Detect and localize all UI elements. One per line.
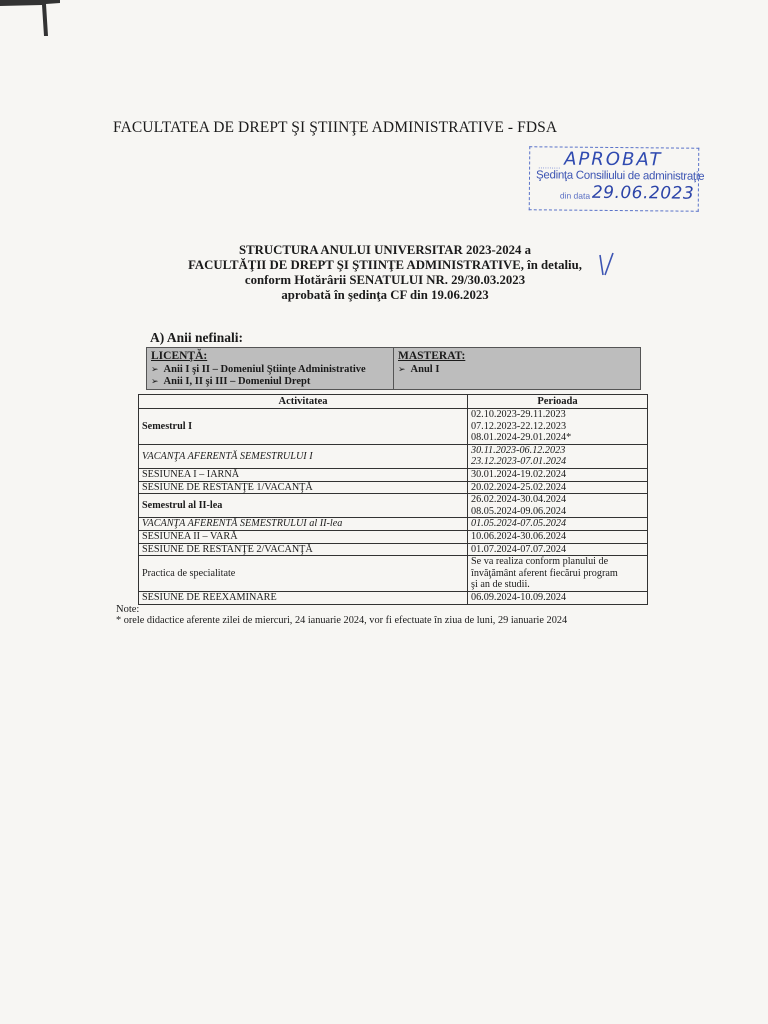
table-row (139, 409, 648, 445)
note-text: * orele didactice aferente zilei de miercuri, 24 ianuarie 2024, vor fi efectuate în ziua de luni, 29 ianuarie 2024 (116, 615, 568, 626)
bullet-arrow-icon: ➢ (151, 377, 159, 387)
activity-cell: SESIUNE DE RESTANŢE 1/VACANŢĂ (139, 481, 468, 494)
table-row (139, 543, 648, 556)
title-line-1: STRUCTURA ANULUI UNIVERSITAR 2023-2024 a (239, 243, 531, 257)
period-line: 23.12.2023-07.01.2024 (470, 456, 567, 468)
activity-cell: Semestrul al II-lea (139, 494, 468, 518)
table-row (139, 591, 648, 604)
schedule-table (138, 394, 648, 605)
period-cell (467, 468, 647, 481)
bullet-arrow-icon: ➢ (151, 365, 159, 375)
period-cell (467, 591, 647, 604)
title-line-2: FACULTĂŢII DE DREPT ŞI ŞTIINŢE ADMINISTRATIVE, în detaliu, (188, 258, 582, 272)
activity-cell: SESIUNE DE RESTANŢE 2/VACANŢĂ (139, 543, 468, 556)
table-row (139, 481, 648, 494)
activity-cell: Practica de specialitate (139, 556, 468, 592)
period-line: 26.02.2024-30.04.2024 (470, 494, 567, 506)
activity-cell: SESIUNEA II – VARĂ (139, 530, 468, 543)
period-line: 01.07.2024-07.07.2024 (470, 543, 567, 555)
title-line-4: aprobată în şedinţa CF din 19.06.2023 (281, 288, 489, 302)
stamp-date-value: 29.06.2023 (591, 182, 695, 204)
period-line: 10.06.2024-30.06.2024 (470, 530, 567, 542)
activity-cell: VACANŢA AFERENTĂ SEMESTRULUI al II-lea (139, 518, 468, 531)
period-line: Se va realiza conform planului de (470, 556, 609, 568)
period-cell (467, 409, 647, 445)
period-line: 08.01.2024-29.01.2024* (470, 432, 572, 444)
period-line: învăţământ aferent fiecărui program (470, 567, 618, 579)
period-cell (467, 494, 647, 518)
period-cell (467, 543, 647, 556)
masterat-label: MASTERAT: (398, 350, 466, 362)
programs-box (146, 347, 641, 390)
activity-cell: SESIUNE DE REEXAMINARE (139, 591, 468, 604)
table-row (139, 556, 648, 592)
activity-cell: VACANŢA AFERENTĂ SEMESTRULUI I (139, 444, 468, 468)
stamp-date-label: din data (559, 190, 591, 201)
period-line: 30.01.2024-19.02.2024 (470, 468, 567, 480)
section-heading: A) Anii nefinali: (150, 330, 244, 345)
document-title (160, 243, 610, 303)
note-label: Note: (116, 604, 140, 615)
period-line: 08.05.2024-09.06.2024 (470, 505, 567, 517)
stamp-approved-text: APROBAT (564, 148, 663, 171)
licenta-item: ➢ Anii I şi II – Domeniul Ştiinţe Administrative (151, 364, 366, 375)
period-line: şi an de studii. (470, 579, 530, 591)
bullet-arrow-icon: ➢ (398, 365, 406, 375)
activity-cell: Semestrul I (139, 409, 468, 445)
period-line: 20.02.2024-25.02.2024 (470, 481, 567, 493)
table-row (139, 494, 648, 518)
licenta-column (147, 348, 394, 389)
column-header-period: Perioada (467, 395, 647, 409)
table-row (139, 468, 648, 481)
period-line: 01.05.2024-07.05.2024 (470, 518, 567, 530)
period-line: 30.11.2023-06.12.2023 (470, 444, 566, 456)
period-cell (467, 481, 647, 494)
activity-cell: SESIUNEA I – IARNĂ (139, 468, 468, 481)
column-header-activity: Activitatea (139, 395, 468, 409)
table-header-row (139, 395, 648, 409)
schedule-body (139, 409, 648, 605)
handwritten-check-icon (596, 251, 618, 281)
stamp-dots: .......... (538, 161, 561, 171)
scan-corner-mark (0, 0, 60, 36)
period-line: 02.10.2023-29.11.2023 (470, 409, 566, 420)
masterat-column (394, 348, 640, 389)
period-cell (467, 530, 647, 543)
title-line-3: conform Hotărârii SENATULUI NR. 29/30.03.2023 (244, 273, 526, 287)
faculty-header: FACULTATEA DE DREPT ŞI ŞTIINŢE ADMINISTRATIVE - FDSA (113, 119, 558, 136)
period-cell (467, 556, 647, 592)
table-row (139, 530, 648, 543)
masterat-item: ➢ Anul I (398, 364, 440, 375)
licenta-label: LICENŢĂ: (151, 350, 208, 362)
stamp-session-text: Şedinţa Consiliului de administraţie (535, 169, 705, 183)
approval-stamp (529, 146, 705, 211)
period-cell (467, 444, 647, 468)
table-row (139, 518, 648, 531)
period-line: 07.12.2023-22.12.2023 (470, 420, 567, 432)
period-cell (467, 518, 647, 531)
period-line: 06.09.2024-10.09.2024 (470, 591, 567, 603)
table-row (139, 444, 648, 468)
licenta-item: ➢ Anii I, II şi III – Domeniul Drept (151, 376, 311, 387)
